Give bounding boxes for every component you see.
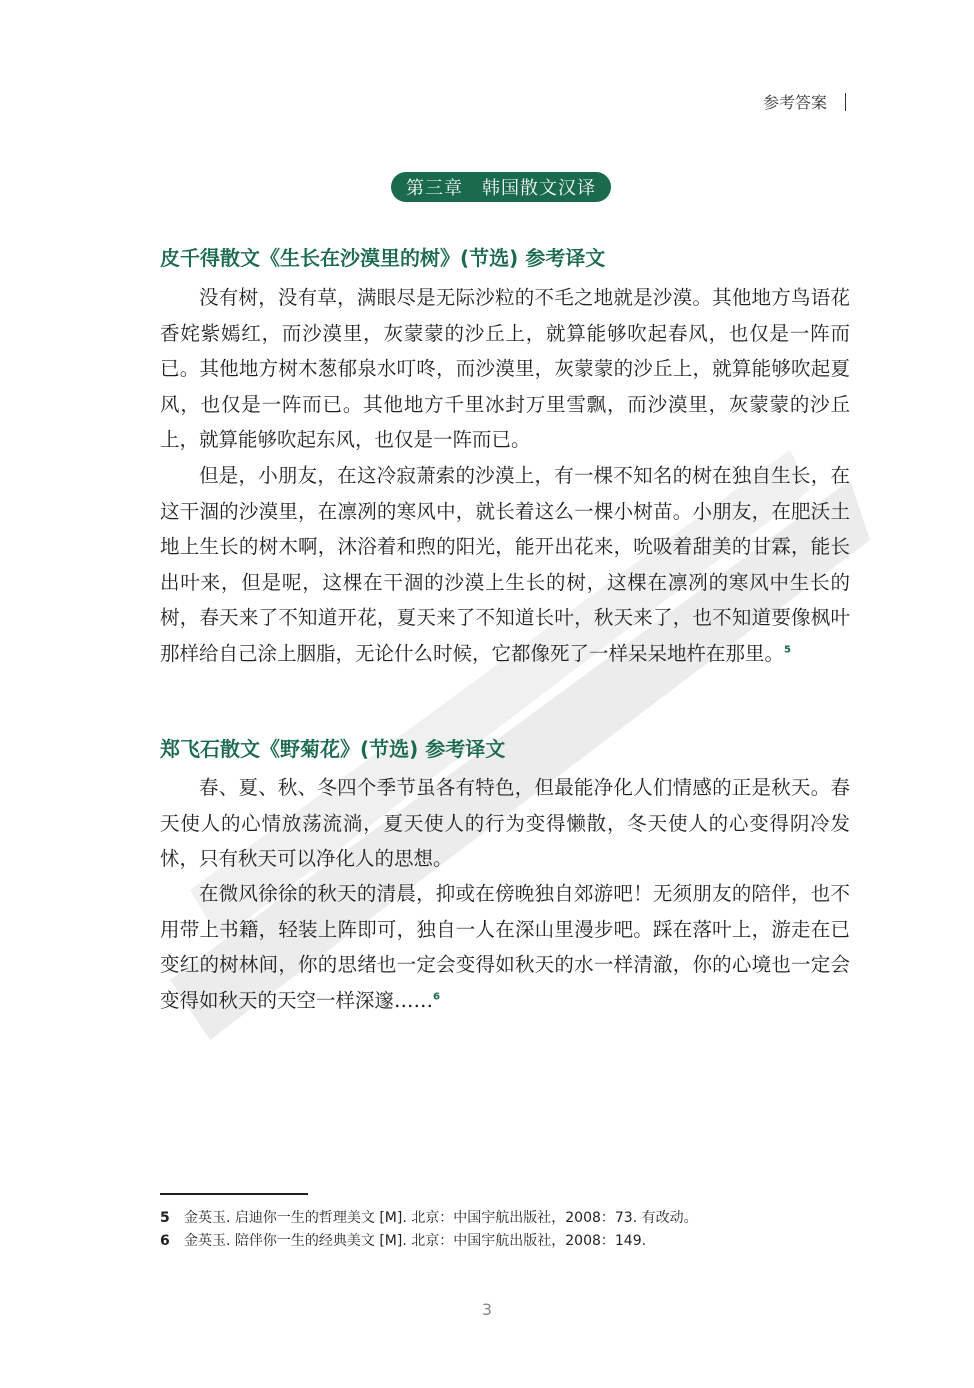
page-number: 3: [481, 1300, 493, 1319]
paragraph-text: 但是，小朋友，在这冷寂萧索的沙漠上，有一棵不知名的树在独自生长，在这干涸的沙漠里，在凛冽的寒风中，就长着这么一棵小树苗。小朋友，在肥沃土地上生长的树木啊，沐浴着和煦的阳光，能开出花来，吮吸着甜美的甘霖，能长出叶来，但是呢，这棵在干涸的沙漠上生长的树，这棵在凛冽的寒风中生长的树，春天来了不知道开花，夏天来了不知道长叶，秋天来了，也不知道要像枫叶那样给自己涂上胭脂，无论什么时候，它都像死了一样呆呆地杵在那里。: [160, 464, 850, 665]
paragraph: 春、夏、秋、冬四个季节虽各有特色，但最能净化人们情感的正是秋天。春天使人的心情放荡流淌，夏天使人的行为变得懒散，冬天使人的心变得阴冷发怵，只有秋天可以净化人的思想。: [160, 776, 850, 871]
section-title-1: 皮千得散文《生长在沙漠里的树》(节选) 参考译文: [160, 246, 606, 270]
footnote-number: 6: [160, 1233, 170, 1249]
footnote-ref[interactable]: 5: [784, 644, 791, 656]
running-header: [763, 90, 846, 113]
paragraph: 没有树，没有草，满眼尽是无际沙粒的不毛之地就是沙漠。其他地方鸟语花香姹紫嫣红，而沙漠里，灰蒙蒙的沙丘上，就算能够吹起春风，也仅是一阵而已。其他地方树木葱郁泉水叮咚，而沙漠里，灰蒙蒙的沙丘上，就算能够吹起夏风，也仅是一阵而已。其他地方千里冰封万里雪飘，而沙漠里，灰蒙蒙的沙丘上，就算能够吹起东风，也仅是一阵而已。: [160, 286, 850, 452]
chapter-badge: 第三章 韩国散文汉译: [391, 172, 611, 202]
footnote-text: 金英玉. 启迪你一生的哲理美文 [M]. 北京：中国宇航出版社，2008：73. 有改动。: [184, 1210, 698, 1226]
paragraph-text: 在微风徐徐的秋天的清晨，抑或在傍晚独自郊游吧！无须朋友的陪伴，也不用带上书籍，轻装上阵即可，独自一人在深山里漫步吧。踩在落叶上，游走在已变红的树林间，你的思绪也一定会变得如秋天的水一样清澈，你的心境也一定会变得如秋天的天空一样深邃……: [160, 882, 850, 1012]
footnote-divider: [160, 1193, 308, 1195]
running-title: 参考答案: [762, 93, 827, 112]
header-divider: [845, 93, 846, 111]
paragraph: [160, 876, 850, 1018]
paragraph: [160, 458, 850, 672]
footnote: [160, 1230, 646, 1250]
section-title-2: 郑飞石散文《野菊花》(节选) 参考译文: [160, 737, 506, 761]
footnote: [160, 1207, 698, 1227]
footnote-ref[interactable]: 6: [433, 991, 440, 1003]
footnote-text: 金英玉. 陪伴你一生的经典美文 [M]. 北京：中国宇航出版社，2008：149.: [184, 1233, 647, 1249]
footnote-number: 5: [160, 1210, 170, 1226]
